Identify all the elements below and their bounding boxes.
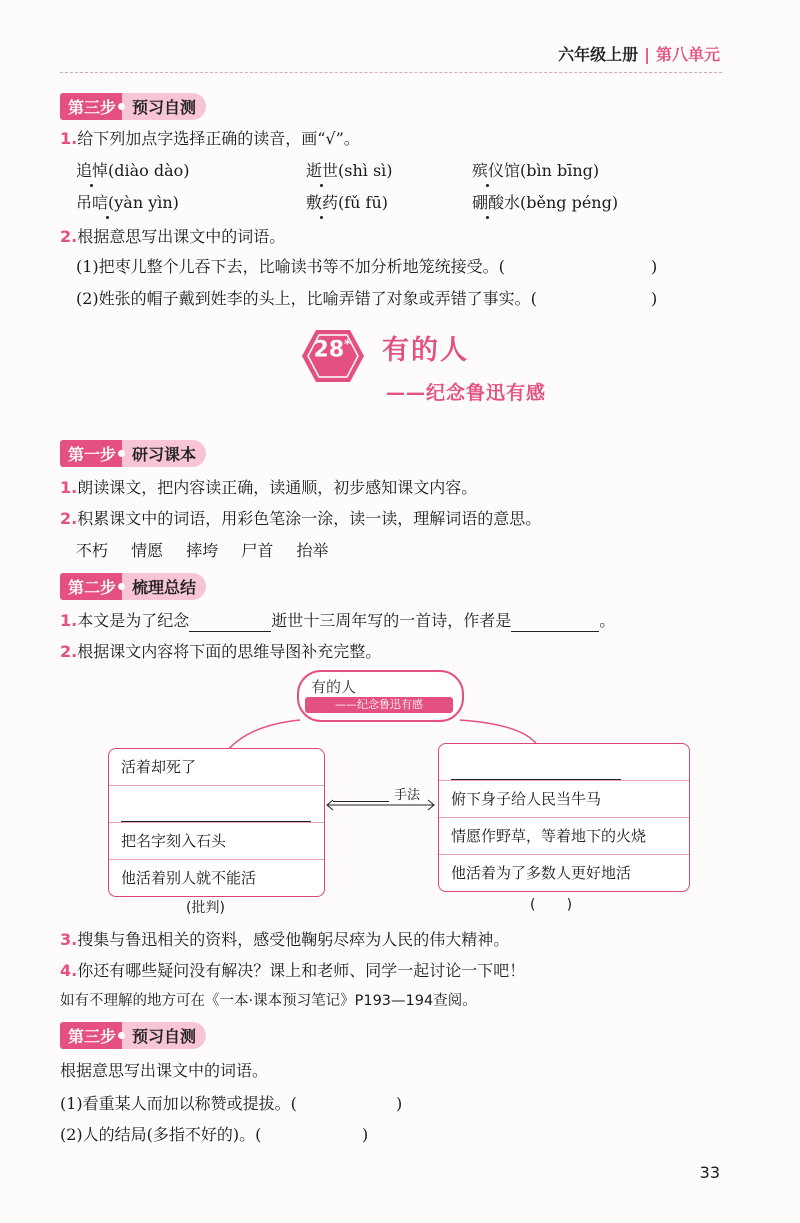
pron-item: 敷药(fǔ fū) bbox=[306, 193, 389, 212]
question-text: 本文是为了纪念 bbox=[77, 611, 190, 630]
mindmap-right-row: 情愿作野草，等着地下的火烧 bbox=[439, 818, 689, 855]
mindmap-left-row: 把名字刻入石头 bbox=[109, 823, 324, 860]
vocab-word: 尸首 bbox=[241, 541, 274, 560]
mindmap-left-row-blank bbox=[109, 786, 324, 823]
summary-question-4 bbox=[60, 960, 525, 982]
method-blank[interactable] bbox=[333, 786, 389, 802]
right-caption: ( ) bbox=[530, 897, 573, 913]
vocab-word: 摔垮 bbox=[186, 541, 219, 560]
reference-note: 如有不理解的地方可在《一本·课本预习笔记》P193—194查阅。 bbox=[60, 993, 477, 1009]
study-item-2 bbox=[60, 508, 541, 530]
answer-blank[interactable] bbox=[189, 615, 271, 632]
vocab-word: 不朽 bbox=[76, 541, 109, 560]
pron-item: 殡仪馆(bìn bīng) bbox=[472, 161, 600, 180]
item-text: 积累课文中的词语，用彩色笔涂一涂，读一读，理解词语的意思。 bbox=[77, 509, 542, 528]
close-paren: ) bbox=[651, 289, 658, 308]
summary-question-1 bbox=[60, 610, 615, 632]
answer-blank[interactable] bbox=[511, 615, 599, 632]
fill-item-text: (2)姓张的帽子戴到姓李的头上，比喻弄错了对象或弄错了事实。( bbox=[76, 289, 537, 308]
step-label: 第三步 bbox=[60, 1022, 122, 1049]
question-number: 2. bbox=[60, 227, 78, 246]
question-text: 根据意思写出课文中的词语。 bbox=[77, 227, 286, 246]
close-paren: ) bbox=[362, 1125, 369, 1144]
study-item-1 bbox=[60, 477, 477, 499]
emphasis-dot-icon bbox=[106, 216, 109, 219]
vocab-word: 情愿 bbox=[131, 541, 164, 560]
question-number: 3. bbox=[60, 930, 78, 949]
selftest-item-1 bbox=[60, 1093, 297, 1115]
pron-item: 追悼(diào dào) bbox=[76, 161, 190, 180]
step-label: 第一步 bbox=[60, 440, 122, 467]
left-caption: (批判) bbox=[186, 900, 225, 916]
step-label: 第二步 bbox=[60, 573, 122, 600]
selftest-item-2 bbox=[60, 1124, 261, 1146]
mindmap-left-box bbox=[108, 748, 325, 897]
mindmap-right-row: 俯下身子给人民当牛马 bbox=[439, 781, 689, 818]
step-dot-icon bbox=[118, 103, 125, 110]
selftest-item-text: (1)看重某人而加以称赞或提拔。( bbox=[60, 1094, 297, 1113]
grade-label: 六年级上册 bbox=[558, 45, 639, 64]
question-1-top bbox=[60, 128, 360, 150]
pron-item: 逝世(shì sì) bbox=[306, 161, 393, 180]
close-paren: ) bbox=[651, 257, 658, 276]
question-number: 2. bbox=[60, 642, 78, 661]
step-label: 第三步 bbox=[60, 93, 122, 120]
question-number: 4. bbox=[60, 961, 78, 980]
lesson-number-text: 28 bbox=[313, 337, 345, 363]
question-text: 你还有哪些疑问没有解决？课上和老师、同学一起讨论一下吧！ bbox=[77, 961, 526, 980]
mindmap-right-row: 他活着为了多数人更好地活 bbox=[451, 864, 632, 882]
step-name: 预习自测 bbox=[122, 1022, 206, 1049]
header-divider bbox=[60, 72, 722, 73]
question-text: 给下列加点字选择正确的读音，画“√”。 bbox=[77, 129, 360, 148]
emphasis-dot-icon bbox=[320, 216, 323, 219]
step-badge-3 bbox=[60, 1022, 206, 1049]
question-text: 逝世十三周年写的一首诗，作者是 bbox=[271, 611, 512, 630]
question-text: 搜集与鲁迅相关的资料，感受他鞠躬尽瘁为人民的伟大精神。 bbox=[77, 930, 510, 949]
item-text: 朗读课文，把内容读正确，读通顺，初步感知课文内容。 bbox=[77, 478, 478, 497]
emphasis-dot-icon bbox=[486, 184, 489, 187]
step-dot-icon bbox=[118, 583, 125, 590]
question-end: 。 bbox=[599, 611, 616, 630]
answer-blank[interactable] bbox=[451, 765, 621, 780]
step-name: 预习自测 bbox=[122, 93, 206, 120]
item-number: 1. bbox=[60, 478, 78, 497]
mindmap-right-box bbox=[438, 743, 690, 892]
close-paren: ) bbox=[396, 1094, 403, 1113]
pron-item: 吊唁(yàn yìn) bbox=[76, 193, 179, 212]
item-number: 2. bbox=[60, 509, 78, 528]
vocab-words bbox=[76, 540, 346, 562]
unit-label: 第八单元 bbox=[655, 45, 720, 64]
step-badge-1 bbox=[60, 440, 206, 467]
step-name: 梳理总结 bbox=[122, 573, 206, 600]
emphasis-dot-icon bbox=[90, 184, 93, 187]
mindmap-right-row-blank bbox=[439, 744, 689, 781]
emphasis-dot-icon bbox=[320, 184, 323, 187]
selftest-item-text: (2)人的结局(多指不好的)。( bbox=[60, 1125, 262, 1144]
fill-item-1 bbox=[76, 256, 505, 278]
question-text: 根据课文内容将下面的思维导图补充完整。 bbox=[77, 642, 382, 661]
fill-item-2 bbox=[76, 288, 537, 310]
page-header bbox=[558, 42, 720, 65]
lesson-star: * bbox=[344, 337, 351, 351]
lesson-subtitle: ——纪念鲁迅有感 bbox=[386, 382, 547, 404]
question-number: 1. bbox=[60, 611, 78, 630]
step-dot-icon bbox=[118, 450, 125, 457]
answer-blank[interactable] bbox=[121, 807, 311, 822]
header-separator: | bbox=[644, 45, 650, 64]
step-badge-2 bbox=[60, 573, 206, 600]
mindmap-left-row: 活着却死了 bbox=[109, 749, 324, 786]
method-label: 手法 bbox=[394, 788, 421, 803]
step-name: 研习课本 bbox=[122, 440, 206, 467]
lesson-title: 有的人 bbox=[382, 335, 469, 366]
page-number: 33 bbox=[699, 1163, 720, 1182]
lesson-number bbox=[310, 337, 354, 362]
mindmap-center-title: 有的人 bbox=[311, 678, 357, 696]
mindmap-center-subtitle: ——纪念鲁迅有感 bbox=[305, 697, 453, 713]
emphasis-dot-icon bbox=[486, 216, 489, 219]
fill-item-text: (1)把枣儿整个儿吞下去，比喻读书等不加分析地笼统接受。( bbox=[76, 257, 505, 276]
summary-question-2 bbox=[60, 641, 381, 663]
step-dot-icon bbox=[118, 1032, 125, 1039]
selftest-intro: 根据意思写出课文中的词语。 bbox=[60, 1061, 269, 1080]
mindmap-center bbox=[297, 670, 464, 722]
summary-question-3 bbox=[60, 929, 509, 951]
step-badge-top bbox=[60, 93, 206, 120]
mindmap-left-row: 他活着别人就不能活 bbox=[121, 869, 257, 887]
question-number: 1. bbox=[60, 129, 78, 148]
pron-item: 硼酸水(běng péng) bbox=[472, 193, 619, 212]
vocab-word: 抬举 bbox=[296, 541, 329, 560]
question-2-top bbox=[60, 226, 285, 248]
